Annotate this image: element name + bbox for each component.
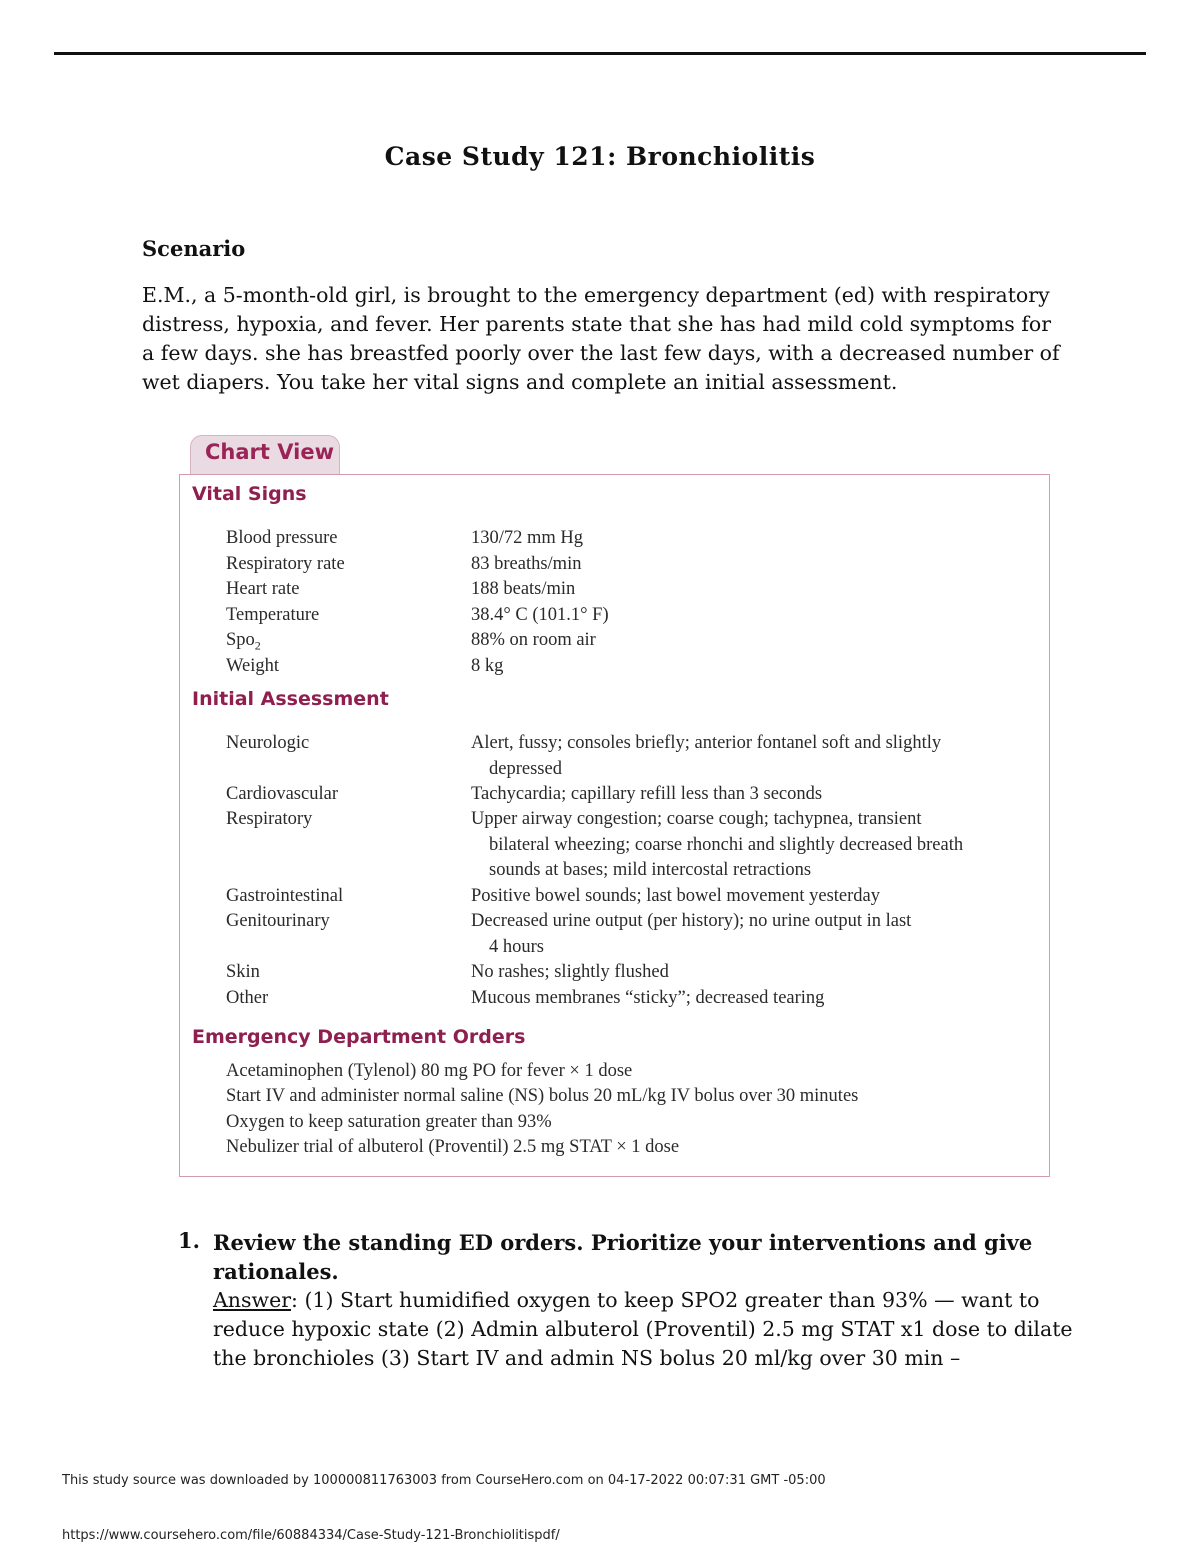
- assessment-label: Genitourinary: [226, 911, 330, 931]
- assessment-label: Neurologic: [226, 733, 310, 753]
- page-title: Case Study 121: Bronchiolitis: [384, 142, 816, 171]
- vital-label: Blood pressure: [226, 528, 338, 548]
- vital-label: Heart rate: [226, 579, 300, 599]
- vital-label: Temperature: [226, 605, 320, 625]
- assessment-value: [471, 731, 1006, 782]
- assessment-label: Skin: [226, 962, 260, 982]
- scenario-heading: Scenario: [142, 236, 246, 261]
- assessment-value-continuation: 4 hours: [489, 936, 544, 957]
- answer-label: Answer: [213, 1288, 292, 1312]
- vital-value: 130/72 mm Hg: [471, 528, 584, 548]
- vital-label: Respiratory rate: [226, 554, 345, 574]
- vital-value: 8 kg: [471, 656, 504, 676]
- assessment-value: Positive bowel sounds; last bowel movement yesterday: [471, 886, 880, 906]
- assessment-value: [471, 909, 1006, 960]
- download-source-note: This study source was downloaded by 100000811763003 from CourseHero.com on 04-17-2022 00:07:31 GMT -05:00: [62, 1473, 826, 1488]
- assessment-value: [471, 807, 1006, 884]
- question-text: Review the standing ED orders. Prioritize your interventions and give rationales.: [213, 1230, 1033, 1284]
- ed-order-item: Nebulizer trial of albuterol (Proventil) 2.5 mg STAT × 1 dose: [226, 1137, 680, 1157]
- ed-order-item: Start IV and administer normal saline (NS) bolus 20 mL/kg IV bolus over 30 minutes: [226, 1086, 859, 1106]
- assessment-label: Gastrointestinal: [226, 886, 344, 906]
- source-url[interactable]: https://www.coursehero.com/file/60884334/Case-Study-121-Bronchiolitispdf/: [62, 1528, 560, 1543]
- vital-signs-title: Vital Signs: [192, 483, 307, 505]
- chart-view-panel: [179, 474, 1050, 1177]
- initial-assessment-title: Initial Assessment: [192, 688, 389, 710]
- assessment-value: Mucous membranes “sticky”; decreased tearing: [471, 988, 825, 1008]
- assessment-value-continuation: bilateral wheezing; coarse rhonchi and slightly decreased breath sounds at bases; mild intercostal retractions: [489, 834, 964, 880]
- assessment-value: No rashes; slightly flushed: [471, 962, 669, 982]
- assessment-value-line: Alert, fussy; consoles briefly; anterior fontanel soft and slightly: [471, 733, 942, 753]
- ed-order-item: Oxygen to keep saturation greater than 93%: [226, 1112, 552, 1132]
- assessment-label: Respiratory: [226, 809, 313, 829]
- spo2-subscript: 2: [254, 638, 261, 653]
- spo2-label-text: Spo: [226, 630, 255, 650]
- assessment-value: Tachycardia; capillary refill less than 3 seconds: [471, 784, 823, 804]
- assessment-label: Cardiovascular: [226, 784, 338, 804]
- answer-text: : (1) Start humidified oxygen to keep SPO2 greater than 93% — want to reduce hypoxic state (2) Admin albuterol (Proventil) 2.5 mg STAT x1 dose to dilate the bronchioles (3) Start IV and admin NS bolus 20 ml/kg over 30 min –: [213, 1288, 1073, 1370]
- scenario-text: E.M., a 5-month-old girl, is brought to the emergency department (ed) with respiratory distress, hypoxia, and fever. Her parents state that she has had mild cold symptoms for a few days. she has breastfed poorly over the last few days, with a decreased number of wet diapers. You take her vital signs and complete an initial assessment.: [142, 283, 1060, 394]
- chart-view-tab: Chart View: [190, 435, 340, 475]
- vital-value: 188 beats/min: [471, 579, 576, 599]
- assessment-value-line: Upper airway congestion; coarse cough; tachypnea, transient: [471, 809, 922, 829]
- answer-block: [213, 1286, 1093, 1373]
- vital-value: 38.4° C (101.1° F): [471, 605, 609, 625]
- assessment-value-line: Decreased urine output (per history); no urine output in last: [471, 911, 912, 931]
- ed-orders-title: Emergency Department Orders: [192, 1026, 526, 1048]
- question-number: 1.: [178, 1228, 200, 1253]
- assessment-label: Other: [226, 988, 269, 1008]
- top-rule: [54, 52, 1146, 55]
- vital-value: 88% on room air: [471, 630, 596, 650]
- assessment-value-continuation: depressed: [489, 758, 562, 779]
- vital-value: 83 breaths/min: [471, 554, 582, 574]
- ed-order-item: Acetaminophen (Tylenol) 80 mg PO for fever × 1 dose: [226, 1061, 633, 1081]
- vital-label: Weight: [226, 656, 279, 676]
